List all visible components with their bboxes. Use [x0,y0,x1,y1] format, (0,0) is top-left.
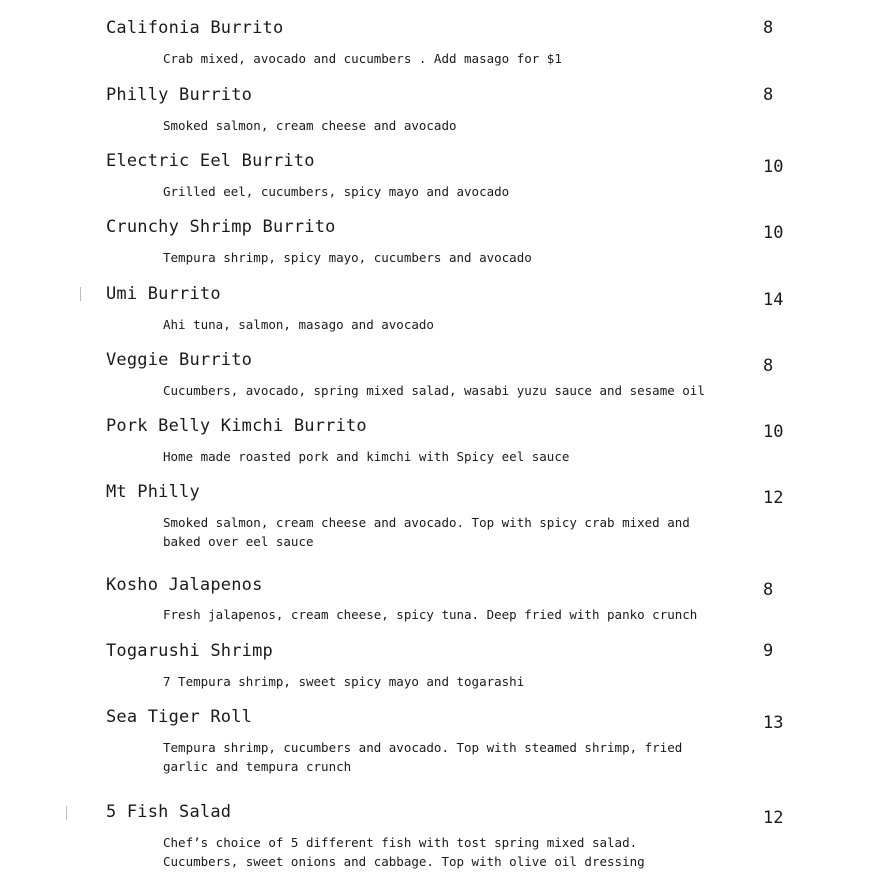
item-description [163,248,723,267]
item-description [163,605,723,624]
item-name: Veggie Burrito [106,350,253,370]
item-description [163,833,723,871]
item-price: 8 [763,580,774,600]
item-price: 12 [763,808,784,828]
item-description [163,738,723,776]
description-line: baked over eel sauce [163,534,314,549]
item-name: 5 Fish Salad [106,802,232,822]
description-line: Grilled eel, cucumbers, spicy mayo and avocado [163,184,510,199]
item-name: Umi Burrito [106,284,221,304]
scan-mark [80,287,81,301]
description-line: 7 Tempura shrimp, sweet spicy mayo and togarashi [163,674,525,689]
description-line: Smoked salmon, cream cheese and avocado. Top with spicy crab mixed and [163,515,690,530]
item-name: Crunchy Shrimp Burrito [106,217,336,237]
item-price: 14 [763,290,784,310]
item-price: 10 [763,223,784,243]
item-price: 8 [763,356,774,376]
scan-mark [66,806,67,820]
item-name: Sea Tiger Roll [106,707,253,727]
item-description [163,182,723,201]
item-name: Kosho Jalapenos [106,575,263,595]
item-name: Electric Eel Burrito [106,151,315,171]
description-line: Ahi tuna, salmon, masago and avocado [163,317,434,332]
item-name: Philly Burrito [106,85,253,105]
description-line: Tempura shrimp, spicy mayo, cucumbers and avocado [163,250,532,265]
item-price: 12 [763,488,784,508]
description-line: Crab mixed, avocado and cucumbers . Add masago for $1 [163,51,562,66]
item-price: 13 [763,713,784,733]
description-line: Smoked salmon, cream cheese and avocado [163,118,457,133]
item-description [163,49,723,68]
item-description [163,315,723,334]
item-description [163,513,723,551]
item-description [163,672,723,691]
description-line: Cucumbers, sweet onions and cabbage. Top with olive oil dressing [163,854,645,869]
item-name: Califonia Burrito [106,18,284,38]
item-description [163,116,723,135]
item-name: Mt Philly [106,482,200,502]
item-price: 8 [763,18,774,38]
description-line: garlic and tempura crunch [163,759,352,774]
item-name: Pork Belly Kimchi Burrito [106,416,367,436]
description-line: Home made roasted pork and kimchi with Spicy eel sauce [163,449,570,464]
description-line: Tempura shrimp, cucumbers and avocado. Top with steamed shrimp, fried [163,740,683,755]
item-price: 8 [763,85,774,105]
item-price: 10 [763,422,784,442]
item-description [163,447,723,466]
item-price: 10 [763,157,784,177]
description-line: Chef’s choice of 5 different fish with tost spring mixed salad. [163,835,638,850]
item-price: 9 [763,641,774,661]
item-description [163,381,723,400]
description-line: Fresh jalapenos, cream cheese, spicy tuna. Deep fried with panko crunch [163,607,698,622]
item-name: Togarushi Shrimp [106,641,273,661]
description-line: Cucumbers, avocado, spring mixed salad, wasabi yuzu sauce and sesame oil [163,383,705,398]
